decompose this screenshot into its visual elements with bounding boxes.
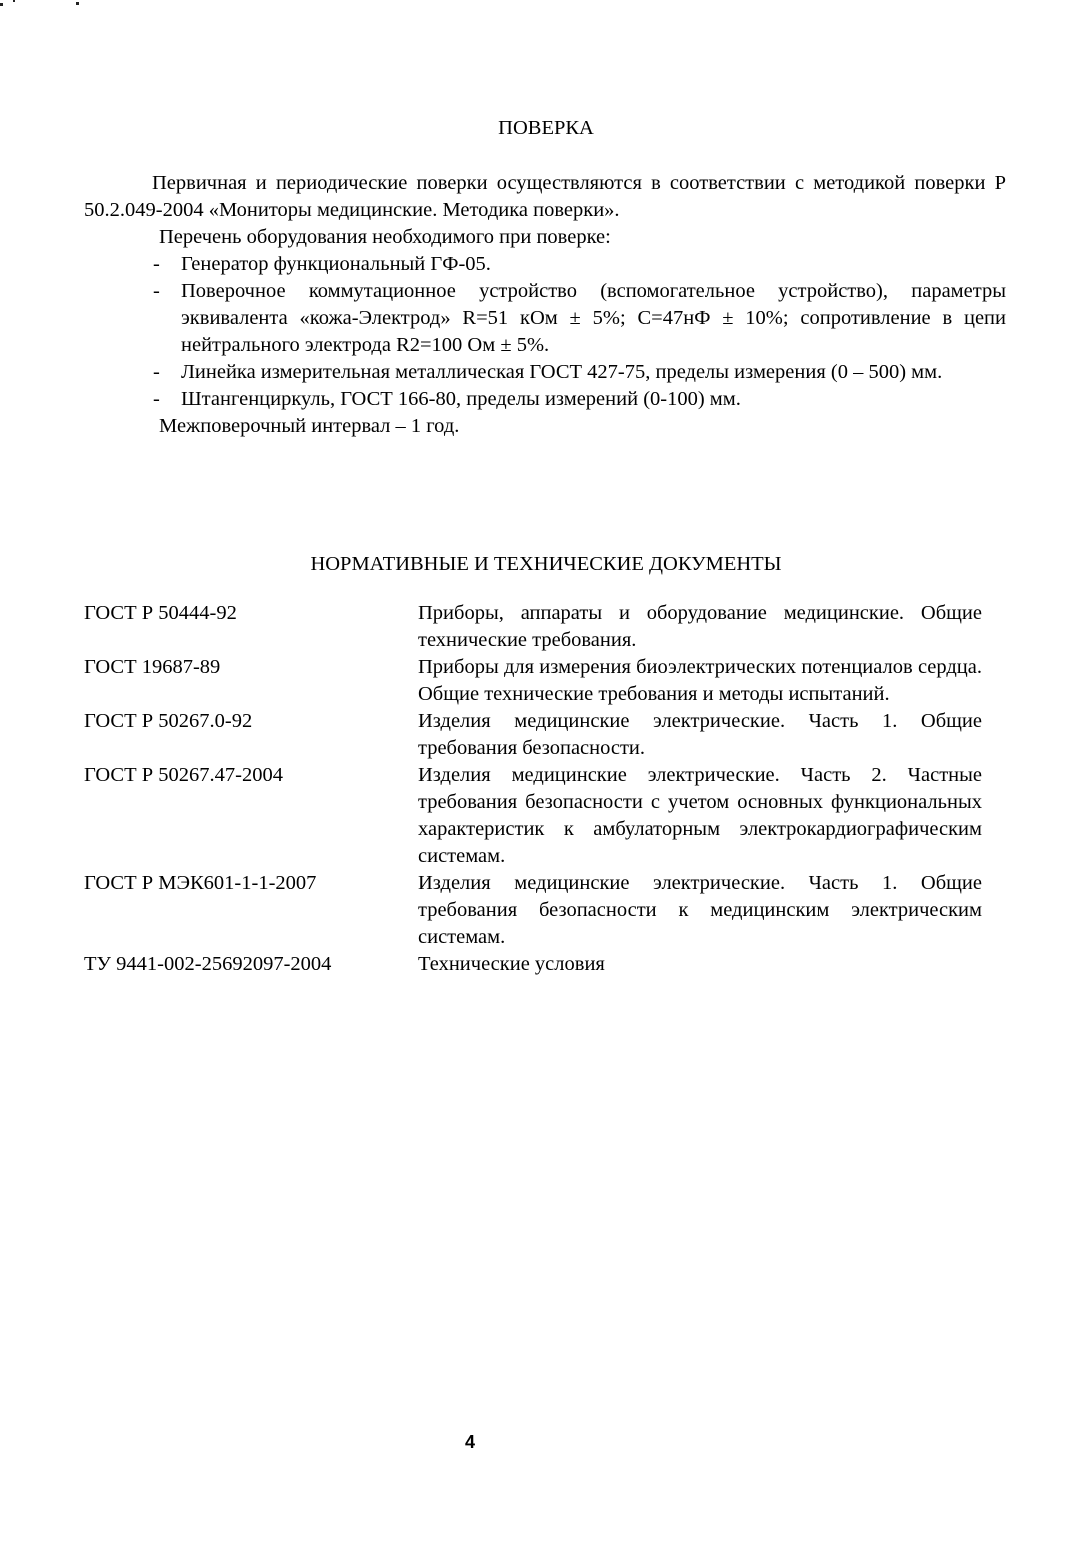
doc-code: ГОСТ Р 50267.47-2004 bbox=[84, 764, 283, 786]
doc-code: ГОСТ Р МЭК601-1-1-2007 bbox=[84, 872, 317, 894]
doc-description: Изделия медицинские электрические. Часть 1. Общие требования безопасности. bbox=[418, 710, 982, 759]
dash-bullet-icon: - bbox=[153, 361, 160, 383]
doc-description: Изделия медицинские электрические. Часть 1. Общие требования безопасности к медицинским электрическим системам. bbox=[418, 872, 982, 948]
verification-section bbox=[84, 170, 1006, 440]
doc-description: Приборы, аппараты и оборудование медицинские. Общие технические требования. bbox=[418, 602, 982, 651]
equipment-list bbox=[84, 251, 1006, 413]
page-number: 4 bbox=[464, 1432, 475, 1452]
dash-bullet-icon: - bbox=[153, 280, 160, 302]
dash-bullet-icon: - bbox=[153, 388, 160, 410]
doc-code: ГОСТ Р 50444-92 bbox=[84, 602, 237, 624]
doc-description: Технические условия bbox=[418, 953, 605, 975]
list-item: - Штангенциркуль, ГОСТ 166-80, пределы измерений (0-100) мм. bbox=[84, 386, 1006, 413]
table-row bbox=[84, 951, 982, 978]
doc-code: ГОСТ Р 50267.0-92 bbox=[84, 710, 253, 732]
documents-table bbox=[84, 600, 982, 978]
table-row bbox=[84, 600, 982, 654]
doc-description: Изделия медицинские электрические. Часть 2. Частные требования безопасности с учетом основных функциональных характеристик к амбулаторным электрокардиографическим системам. bbox=[418, 764, 982, 867]
verification-paragraph: Первичная и периодические поверки осуществляются в соответствии с методикой поверки Р 50.2.049-2004 «Мониторы медицинские. Методика поверки». bbox=[84, 172, 1006, 221]
table-row bbox=[84, 708, 982, 762]
list-item: - Линейка измерительная металлическая ГОСТ 427-75, пределы измерения (0 – 500) мм. bbox=[84, 359, 1006, 386]
section-title-documents: НОРМАТИВНЫЕ И ТЕХНИЧЕСКИЕ ДОКУМЕНТЫ bbox=[310, 553, 782, 575]
doc-code: ТУ 9441-002-25692097-2004 bbox=[84, 953, 332, 975]
section-title-verification: ПОВЕРКА bbox=[498, 117, 594, 139]
table-row bbox=[84, 654, 982, 708]
verification-interval: Межповерочный интервал – 1 год. bbox=[159, 415, 460, 437]
doc-code: ГОСТ 19687-89 bbox=[84, 656, 221, 678]
dash-bullet-icon: - bbox=[153, 253, 160, 275]
list-item: - Поверочное коммутационное устройство (вспомогательное устройство), параметры эквивалента «кожа-Электрод» R=51 кОм ± 5%; С=47нФ ± 10%; сопротивление в цепи нейтрального электрода R2=100 Ом ± 5%. bbox=[153, 280, 1006, 356]
equipment-list-intro: Перечень оборудования необходимого при поверке: bbox=[159, 226, 611, 248]
doc-description: Приборы для измерения биоэлектрических потенциалов сердца. Общие технические требования и методы испытаний. bbox=[418, 656, 982, 705]
table-row bbox=[84, 870, 982, 951]
table-row bbox=[84, 762, 982, 870]
list-item: - Генератор функциональный ГФ-05. bbox=[84, 251, 1006, 278]
